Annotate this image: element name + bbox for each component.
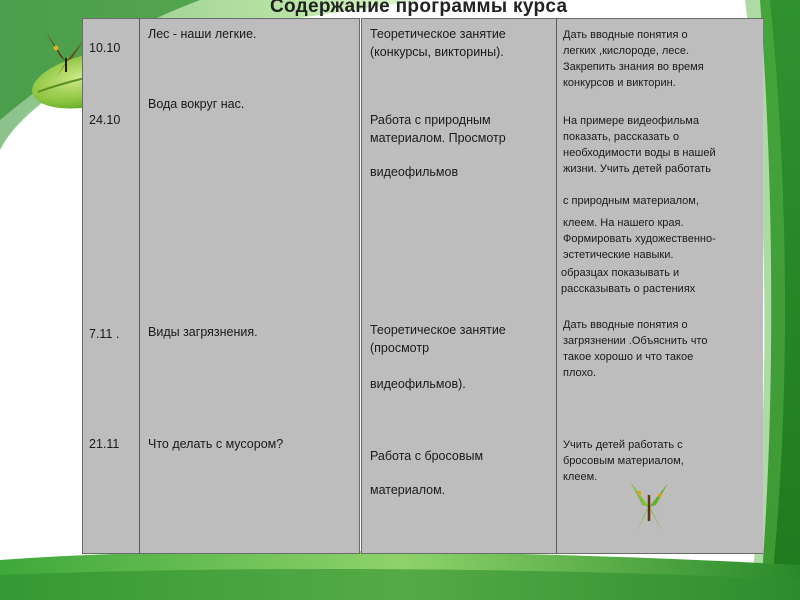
goal-cell: Дать вводные понятия о загрязнении .Объяснить что такое хорошо и что такое плохо. [563,319,708,379]
topic-cell: Что делать с мусором? [148,437,284,451]
left-table-panel [82,18,360,554]
goal-cell: с природным материалом, [563,195,699,207]
page-title: Содержание программы курса [270,0,568,17]
date-cell: 24.10 [89,113,121,127]
lesson-type-cell: Теоретическое занятие (конкурсы, викторины). [370,27,506,59]
lesson-type-cell: Работа с бросовым [370,449,484,463]
date-cell: 21.11 [89,437,120,451]
topic-cell: Вода вокруг нас. [148,97,245,111]
lesson-type-cell: видеофильмов [370,165,459,179]
lesson-type-cell: Работа с природным материалом. Просмотр [370,113,506,145]
right-table-panel [361,18,763,554]
column-divider [139,19,140,553]
lesson-type-cell: видеофильмов). [370,377,466,391]
date-cell: 10.10 [89,41,121,55]
lesson-type-cell: материалом. [370,483,446,497]
butterfly-icon [624,477,674,537]
topic-cell: Лес - наши легкие. [148,27,257,41]
goal-cell: Учить детей работать с бросовым материалом, клеем. [563,439,684,483]
date-cell: 7.11 . [89,327,120,341]
column-divider [556,19,557,553]
topic-cell: Виды загрязнения. [148,325,258,339]
goal-cell: Дать вводные понятия о легких ,кислороде, лесе. Закрепить знания во время конкурсов и викторин. [563,29,704,89]
goal-cell: На примере видеофильма показать, рассказать о необходимости воды в нашей жизни. Учить детей работать [563,115,716,175]
goal-cell: клеем. На нашего края. Формировать художественно- эстетические навыки. [563,217,716,261]
goal-cell: образцах показывать и рассказывать о растениях [561,267,696,295]
lesson-type-cell: Теоретическое занятие (просмотр [370,323,506,355]
